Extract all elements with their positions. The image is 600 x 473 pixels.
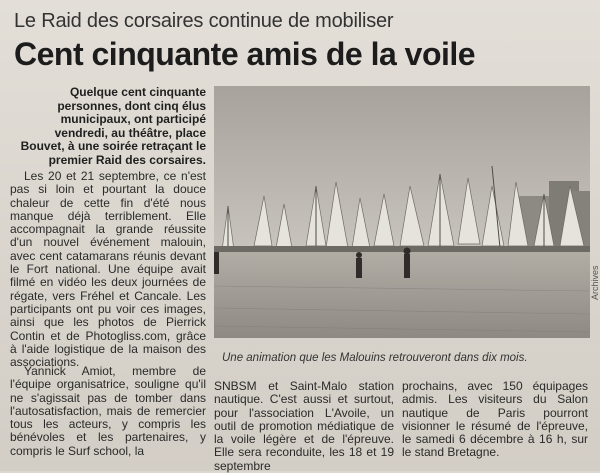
body-paragraph-3: SNBSM et Saint-Malo station nautique. C'est aussi et surtout, pour l'association L'Avoile, un outil de promotion médiatique de la voile légère et de l'épreuve. Elle sera reconduite, les 18 et 19 septembre	[214, 379, 394, 473]
article-photo	[214, 86, 590, 338]
article-body-column-1	[10, 170, 206, 369]
article-body-column-1-continued	[10, 365, 206, 458]
body-paragraph-1: Les 20 et 21 septembre, ce n'est pas si loin et pourtant la douce chaleur de cette fin d'été nous manque déjà terriblement. Elle accompagnait la grande réussite d'un nouvel événement malouin, avec cent catamarans réunis devant le Fort national. Une équipe avait filmé en vidéo les deux journées de régate, vers Fréhel et Cancale. Les participants ont pu voir ces images, ainsi que les photos de Pierrick Contin et de Photogliss.com, grâce à l'aide logistique de la maison des associations.	[10, 169, 206, 370]
article-body-column-3	[402, 380, 588, 460]
photo-credit: Archives	[590, 265, 600, 300]
article-kicker: Le Raid des corsaires continue de mobiliser	[14, 10, 394, 32]
article-body-column-2	[214, 380, 394, 473]
photo-caption: Une animation que les Malouins retrouveront dans dix mois.	[222, 352, 528, 364]
article-headline: Cent cinquante amis de la voile	[14, 36, 476, 72]
article-intro: Quelque cent cinquante personnes, dont cinq élus municipaux, ont participé vendredi, au théâtre, place Bouvet, à une soirée retraçant le premier Raid des corsaires.	[20, 85, 206, 167]
body-paragraph-2: Yannick Amiot, membre de l'équipe organisatrice, souligne qu'il ne s'agissait pas de tomber dans l'autosatisfaction, mais de remercier tous les acteurs, y compris les bénévoles et les partenaires, y compris le Surf school, la	[10, 364, 206, 458]
body-paragraph-4: prochains, avec 150 équipages admis. Les visiteurs du Salon nautique de Paris pourront visionner le résumé de l'épreuve, le samedi 6 décembre à 16 h, sur le stand Bretagne.	[402, 379, 588, 460]
